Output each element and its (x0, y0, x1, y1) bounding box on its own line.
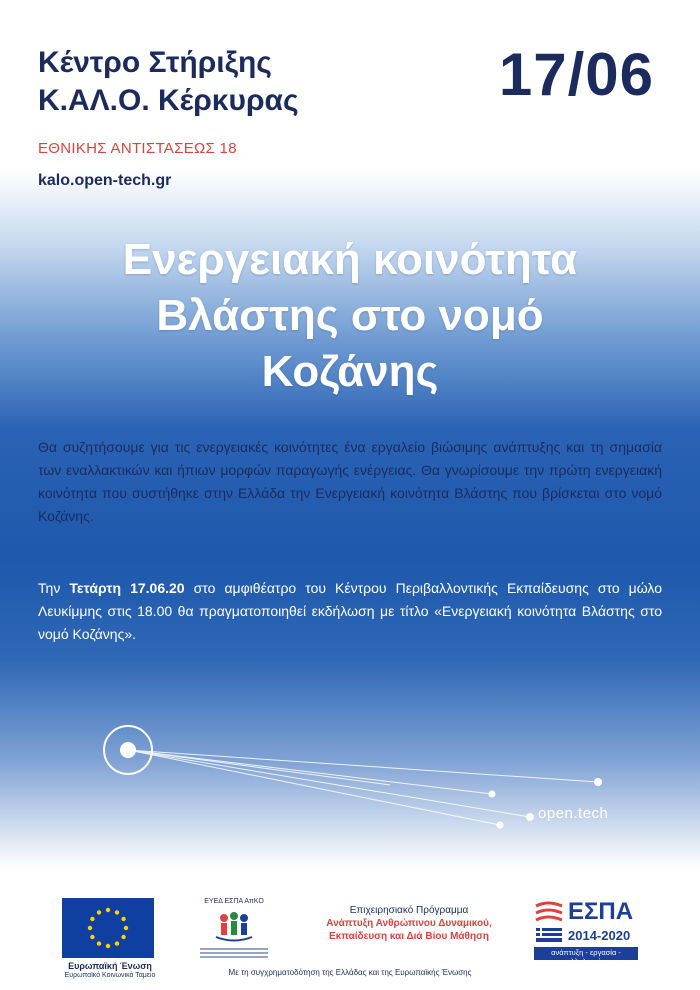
event-details-paragraph (38, 577, 662, 646)
event-title-line3: Κοζάνης (261, 347, 439, 396)
event-day-date: Τετάρτη 17.06.20 (69, 580, 185, 596)
event-title-line1: Ενεργειακή κοινότητα (122, 235, 578, 284)
espa-tagline: ανάπτυξη - εργασία - αλληλεγγύη (551, 948, 621, 966)
organization-name (38, 44, 299, 120)
event-details-prefix: Την (38, 580, 70, 596)
org-name-line2: Κ.ΑΛ.Ο. Κέρκυρας (38, 84, 299, 117)
eyed-people-logo (208, 910, 260, 944)
org-name-line1: Κέντρο Στήριξης (38, 46, 272, 79)
opentech-wordmark: open.tech (538, 805, 609, 822)
programme-line2: Ανάπτυξη Ανθρώπινου Δυναμικού, (326, 918, 492, 929)
description-paragraph: Θα συζητήσουμε για τις ενεργειακές κοινότητες ένα εργαλείο βιώσιμης ανάπτυξης και τη σημασία των εναλλακτικών και ήπιων μορφών παραγωγής ενέργειας. Θα γνωρίσουμε την πρώτη ενεργειακή κοινότητα που συστήθηκε στην Ελλάδα την Ενεργειακή κοινότητα Βλάστης που βρίσκεται στο νομό Κοζάνης. (38, 439, 662, 524)
event-title (0, 232, 700, 400)
opentech-logo-graphic (90, 725, 650, 845)
cofinancing-note: Με τη συγχρηματοδότηση της Ελλάδας και της Ευρωπαϊκής Ένωσης (228, 968, 472, 977)
event-title-line2: Βλάστης στο νομό (156, 291, 544, 340)
eu-flag-logo (62, 898, 154, 958)
address: ΕΘΝΙΚΗΣ ΑΝΤΙΣΤΑΣΕΩΣ 18 (38, 140, 237, 157)
comet-core (120, 742, 136, 758)
star-dot (594, 778, 602, 786)
star-dot (489, 791, 496, 798)
event-date: 17/06 (498, 41, 654, 108)
event-details-rest: στο αμφιθέατρο του Κέντρου Περιβαλλοντικής Εκπαίδευσης στο μώλο Λευκίμμης στις 18.00 θα πραγματοποιηθεί εκδήλωση με τίτλο «Ενεργειακή κοινότητα Βλάστης στο νομό Κοζάνης». (38, 580, 662, 642)
eyed-title: ΕΥΕΔ ΕΣΠΑ ΑπΚΟ (204, 898, 264, 905)
programme-line3: Εκπαίδευση και Διά Βίου Μάθηση (328, 931, 490, 942)
star-dot (526, 813, 534, 821)
espa-years: 2014-2020 (568, 928, 631, 943)
eyed-fine-print (196, 946, 272, 960)
star-dot (497, 822, 504, 829)
eu-title: Ευρωπαϊκή Ένωση (68, 961, 152, 971)
eu-stars-icon (62, 898, 154, 958)
eu-subtitle: Ευρωπαϊκό Κοινωνικό Ταμείο (64, 972, 156, 979)
espa-wordmark: ΕΣΠΑ (568, 898, 634, 925)
website-link[interactable]: kalo.open-tech.gr (38, 172, 172, 189)
programme-title: Επιχειρησιακό Πρόγραμμα (349, 905, 469, 916)
ray-lines (128, 750, 598, 825)
operational-programme (300, 904, 518, 943)
